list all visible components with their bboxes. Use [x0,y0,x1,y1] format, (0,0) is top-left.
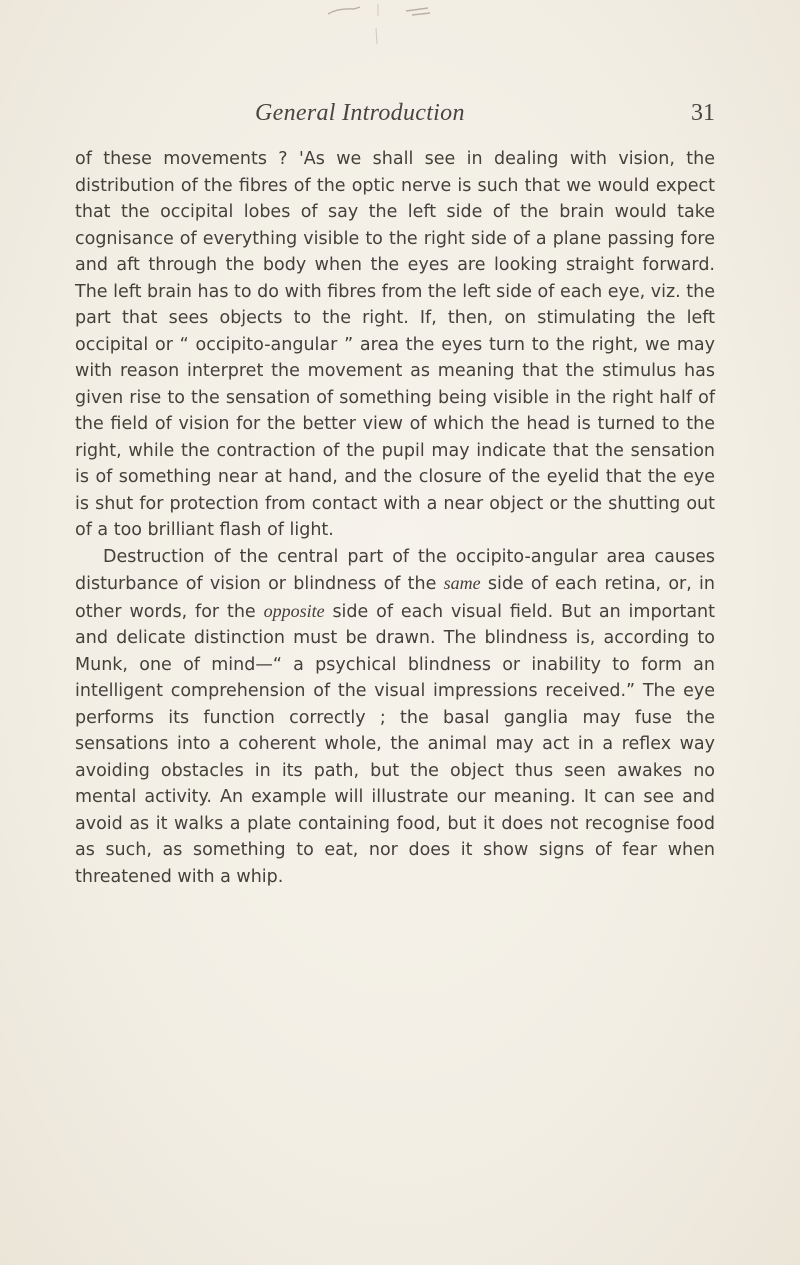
paragraph-2-text-b: side of each retina, or, in other words, for the [75,574,715,622]
body-text [75,146,715,890]
paragraph-2 [75,544,715,891]
show-through-mark [280,0,520,50]
paragraph-1: of these movements ? 'As we shall see in dealing with vision, the distribution of the fibres of the optic nerve is such that we would expect that the occipital lobes of say the left side of the brain would take cognisance of everything visible to the right side of a plane passing fore and aft through the body when the eyes are looking straight forward. The left brain has to do with fibres from the left side of each eye, viz. the part that sees objects to the right. If, then, on stimulating the left occipital or “ occipito-angular ” area the eyes turn to the right, we may with reason interpret the movement as meaning that the stimulus has given rise to the sensation of something being visible in the right half of the field of vision for the better view of which the head is turned to the right, while the contraction of the pupil may indicate that the sensation is of something near at hand, and the closure of the eyelid that the eye is shut for protection from contact with a near object or the shutting out of a too brilliant flash of light. [75,149,715,540]
running-head: General Introduction [255,100,465,126]
paragraph-2-text-a: Destruction of the central part of the occipito-angular area causes disturbance of vision or blindness of the [75,546,715,594]
emphasis-same: same [443,573,481,593]
paragraph-2-text-c: side of each visual field. But an important and delicate distinction must be drawn. The blindness is, according to Munk, one of mind—“ a psychical blindness or inability to form an intelligent comprehension of the visual impressions received.” The eye performs its function correctly ; the basal ganglia may fuse the sensations into a coherent whole, the animal may act in a reflex way avoiding obstacles in its path, but the object thus seen awakes no mental activity. An example will illustrate our meaning. It can see and avoid as it walks a plate containing food, but it does not recognise food as such, as something to eat, nor does it show signs of fear when threatened with a whip. [75,601,715,887]
emphasis-opposite: opposite [263,600,325,621]
page-number: 31 [691,100,715,126]
page-header [75,100,715,134]
